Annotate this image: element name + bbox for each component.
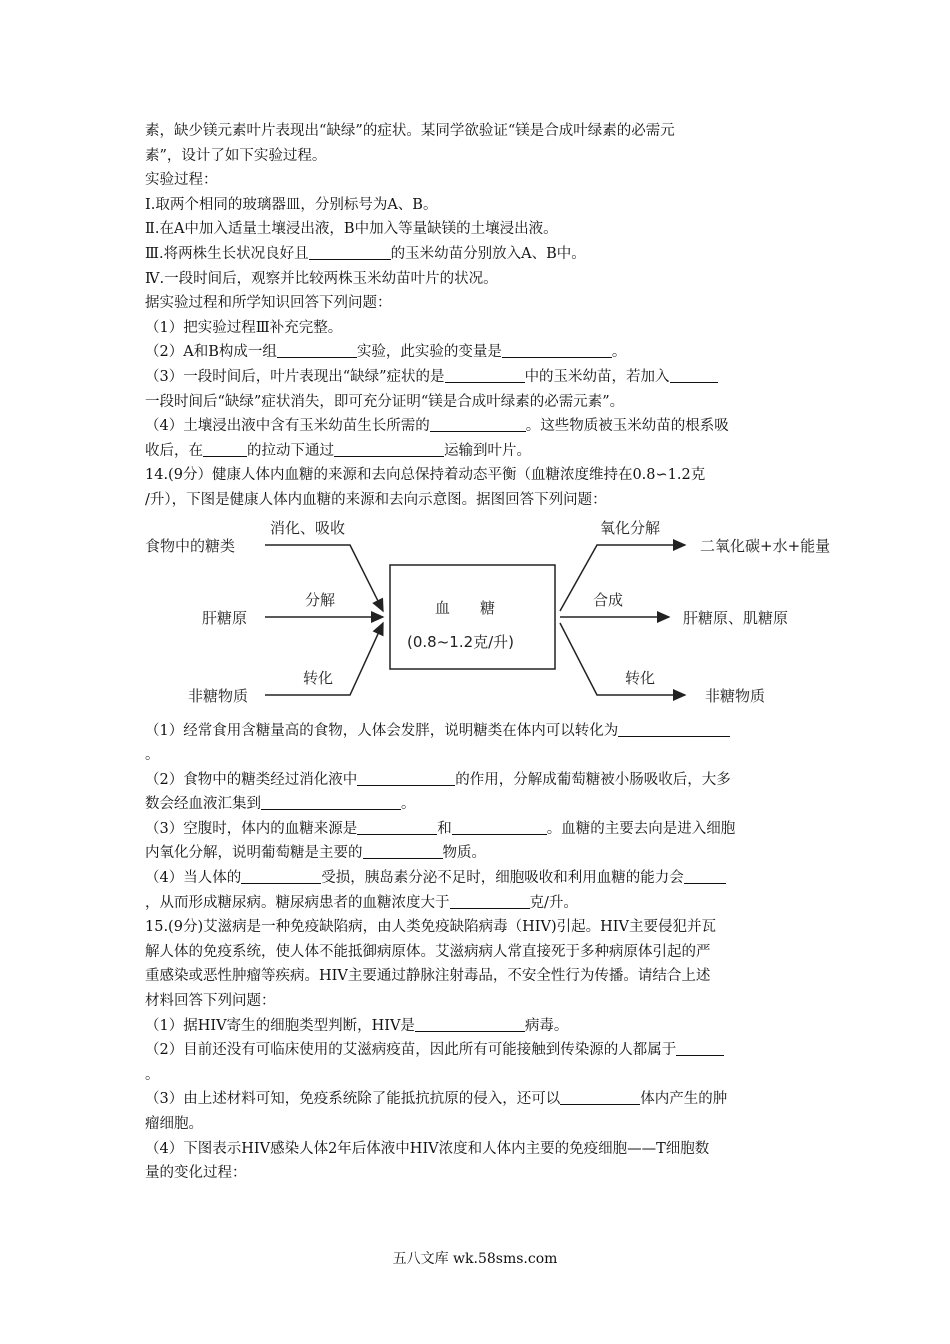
text-line: （1）把实验过程Ⅲ补充完整。 xyxy=(145,319,343,336)
answer-blank[interactable] xyxy=(203,440,247,457)
blood-sugar-diagram xyxy=(145,519,850,719)
text-line: 素，缺少镁元素叶片表现出“缺绿”的症状。某同学欲验证“镁是合成叶绿素的必需元 xyxy=(145,123,675,139)
text-line: 材料回答下列问题： xyxy=(145,993,276,1010)
text-segment: Ⅲ.将两株生长状况良好且 xyxy=(145,245,309,262)
source-food-sugar: 食物中的糖类 xyxy=(145,536,236,555)
answer-blank[interactable] xyxy=(357,769,455,786)
answer-blank[interactable] xyxy=(334,440,444,457)
answer-blank[interactable] xyxy=(430,415,526,432)
text-segment: 。这些物质被玉米幼苗的根系吸 xyxy=(525,418,729,435)
text-line: 一段时间后“缺绿”症状消失，即可充分证明“镁是合成叶绿素的必需元素”。 xyxy=(145,393,625,410)
label-synthesize: 合成 xyxy=(593,590,624,609)
text-segment: 的拉动下通过 xyxy=(247,442,334,459)
text-line: 实验过程： xyxy=(145,172,218,189)
text-line: 素”，设计了如下实验过程。 xyxy=(145,147,327,164)
text-segment: 。 xyxy=(401,796,416,813)
text-segment: （3）空腹时，体内的血糖来源是 xyxy=(145,820,358,837)
answer-blank[interactable] xyxy=(450,892,530,909)
answer-blank[interactable] xyxy=(676,1039,724,1056)
text-segment: 和 xyxy=(437,820,452,837)
answer-blank[interactable] xyxy=(277,341,357,358)
text-segment: （3）由上述材料可知，免疫系统除了能抵抗抗原的侵入，还可以 xyxy=(145,1091,561,1108)
label-digestion: 消化、吸收 xyxy=(270,518,346,537)
text-segment: 病毒。 xyxy=(524,1017,569,1034)
text-line xyxy=(145,1087,815,1112)
text-line xyxy=(145,841,815,866)
text-segment: 。血糖的主要去向是进入细胞 xyxy=(546,820,736,837)
arrow-convert-out xyxy=(560,623,685,695)
page-footer: 五八文库 wk.58sms.com xyxy=(392,1251,558,1267)
answer-blank[interactable] xyxy=(670,366,718,383)
text-segment: （1）据HIV寄生的细胞类型判断，HIV是 xyxy=(145,1017,415,1034)
text-line: 瘤细胞。 xyxy=(145,1116,203,1132)
text-line xyxy=(145,719,815,744)
answer-blank[interactable] xyxy=(684,867,726,884)
text-line: 量的变化过程： xyxy=(145,1165,247,1182)
answer-blank[interactable] xyxy=(560,1088,640,1105)
text-line xyxy=(145,792,815,817)
answer-blank[interactable] xyxy=(241,867,321,884)
source-non-sugar: 非糖物质 xyxy=(188,686,249,705)
text-line xyxy=(145,817,815,842)
answer-blank[interactable] xyxy=(261,793,401,810)
text-segment: 实验，此实验的变量是 xyxy=(356,344,502,361)
text-segment: ，从而形成糖尿病。糖尿病患者的血糖浓度大于 xyxy=(145,894,450,911)
text-segment: （3）一段时间后，叶片表现出“缺绿”症状的是 xyxy=(145,368,445,385)
text-segment: 内氧化分解，说明葡萄糖是主要的 xyxy=(145,845,363,862)
text-line: 14.(9分）健康人体内血糖的来源和去向总保持着动态平衡（血糖浓度维持在0.8∽1.2克 xyxy=(145,467,706,484)
text-line xyxy=(145,340,815,365)
text-line: Ⅰ.取两个相同的玻璃器皿，分别标号为A、B。 xyxy=(145,196,438,213)
text-segment: 体内产生的肿 xyxy=(640,1091,728,1108)
dest-glycogen: 肝糖原、肌糖原 xyxy=(683,608,789,627)
answer-blank[interactable] xyxy=(309,243,391,260)
text-line xyxy=(145,365,815,390)
text-line: Ⅳ.一段时间后，观察并比较两株玉米幼苗叶片的状况。 xyxy=(145,270,498,287)
text-segment: 受损，胰岛素分泌不足时，细胞吸收和利用血糖的能力会 xyxy=(321,870,684,887)
text-line xyxy=(145,1014,815,1039)
text-segment: 的作用，分解成葡萄糖被小肠吸收后，大多 xyxy=(455,771,731,788)
label-convert-in: 转化 xyxy=(303,668,334,687)
source-liver-glycogen: 肝糖原 xyxy=(202,608,248,627)
answer-blank[interactable] xyxy=(363,842,443,859)
answer-blank[interactable] xyxy=(415,1015,525,1032)
text-segment: （2）食物中的糖类经过消化液中 xyxy=(145,771,358,788)
text-line xyxy=(145,768,815,793)
text-line: 。 xyxy=(145,1066,160,1083)
text-line: （4）下图表示HIV感染人体2年后体液中HIV浓度和人体内主要的免疫细胞——T细胞数 xyxy=(145,1140,710,1157)
document-body xyxy=(145,119,831,1186)
text-line xyxy=(145,866,815,891)
label-decompose: 分解 xyxy=(305,590,336,609)
text-segment: 。 xyxy=(611,344,627,361)
text-segment: 克/升。 xyxy=(529,894,578,911)
center-title: 血 糖 xyxy=(435,598,496,617)
text-line xyxy=(145,1038,815,1063)
text-line xyxy=(145,439,815,464)
text-segment: 数会经血液汇集到 xyxy=(145,796,261,813)
text-segment: （2）目前还没有可临床使用的艾滋病疫苗，因此所有可能接触到传染源的人都属于 xyxy=(145,1042,677,1059)
text-segment: （2）A和B构成一组 xyxy=(145,344,277,361)
text-line xyxy=(145,242,815,267)
answer-blank[interactable] xyxy=(445,366,525,383)
dest-non-sugar: 非糖物质 xyxy=(705,686,766,705)
text-line: 据实验过程和所学知识回答下列问题： xyxy=(145,295,392,312)
text-segment: 运输到叶片。 xyxy=(444,442,531,459)
text-line: 15.(9分)艾滋病是一种免疫缺陷病，由人类免疫缺陷病毒（HIV)引起。HIV主要侵犯并瓦 xyxy=(145,919,716,936)
text-segment: （4）土壤浸出液中含有玉米幼苗生长所需的 xyxy=(145,418,430,435)
label-convert-out: 转化 xyxy=(625,668,656,687)
text-segment: 中的玉米幼苗，若加入 xyxy=(524,368,670,385)
answer-blank[interactable] xyxy=(452,818,547,835)
text-line: 。 xyxy=(145,747,160,764)
text-segment: 收后，在 xyxy=(145,442,203,459)
text-segment: （1）经常食用含糖量高的食物，人体会发胖，说明糖类在体内可以转化为 xyxy=(145,722,619,739)
text-line: /升），下图是健康人体内血糖的来源和去向示意图。据图回答下列问题： xyxy=(145,491,607,508)
text-line: 重感染或恶性肿瘤等疾病。HIV主要通过静脉注射毒品，不安全性行为传播。请结合上述 xyxy=(145,968,711,985)
text-segment: 的玉米幼苗分别放入A、B中。 xyxy=(390,245,586,262)
center-range: (0.8~1.2克/升) xyxy=(407,632,515,651)
text-segment: 物质。 xyxy=(442,845,486,862)
dest-co2-water-energy: 二氧化碳+水+能量 xyxy=(700,536,831,555)
text-line xyxy=(145,414,815,439)
text-line: 解人体的免疫系统，使人体不能抵御病原体。艾滋病病人常直接死于多种病原体引起的严 xyxy=(145,943,711,960)
text-line: Ⅱ.在A中加入适量土壤浸出液，B中加入等量缺镁的土壤浸出液。 xyxy=(145,221,558,238)
answer-blank[interactable] xyxy=(618,720,730,737)
label-oxidize: 氧化分解 xyxy=(600,518,661,537)
text-line xyxy=(145,891,815,916)
text-segment: （4）当人体的 xyxy=(145,870,242,887)
answer-blank[interactable] xyxy=(502,341,612,358)
answer-blank[interactable] xyxy=(357,818,437,835)
